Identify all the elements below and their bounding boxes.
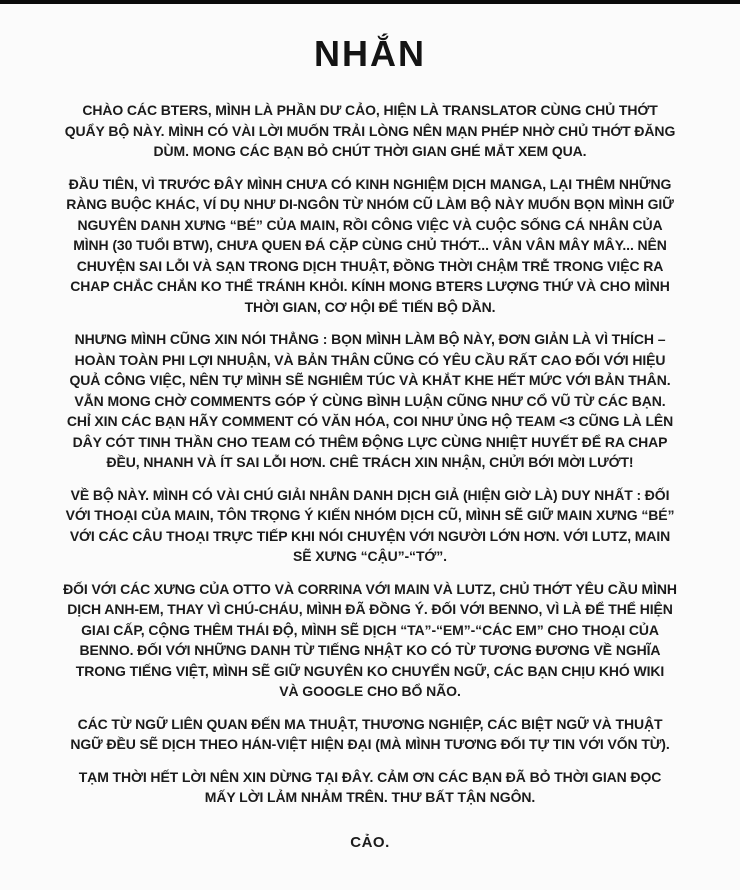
text-line: VỚI THOẠI CỦA MAIN, TÔN TRỌNG Ý KIẾN NHÓM DỊCH CŨ, MÌNH SẼ GIỮ MAIN XƯNG “BÉ” (65, 507, 675, 524)
text-line: ĐỀU, NHANH VÀ ÍT SAI LỖI HƠN. CHÊ TRÁCH XIN NHẬN, CHỬI BỚI MỜI LƯỚT! (106, 454, 634, 471)
text-line: DÂY CÓT TINH THẦN CHO TEAM CÓ THÊM ĐỘNG LỰC CÙNG NHIỆT HUYẾT ĐỂ RA CHAP (72, 433, 668, 450)
text-line: VỚI CÁC CÂU THOẠI TRỰC TIẾP KHI NÓI CHUYỆN VỚI NGƯỜI LỚN HƠN. VỚI LUTZ, MAIN (69, 527, 671, 544)
text-line: BENNO. ĐỐI VỚI NHỮNG DANH TỪ TIẾNG NHẬT KO CÓ TỪ TƯƠNG ĐƯƠNG VỀ NGHĨA (79, 642, 661, 659)
page-title: NHẮN (314, 33, 426, 74)
text-line: CHUYỆN SAI LỖI VÀ SẠN TRONG DỊCH THUẬT, ĐỒNG THỜI CHẬM TRỄ TRONG VIỆC RA (76, 257, 664, 274)
text-line: GIAI CẤP, CỘNG THÊM THÁI ĐỘ, MÌNH SẼ DỊCH “TA”-“EM”-“CÁC EM” CHO THOẠI CỦA (81, 621, 659, 638)
text-line: THỜI GIAN, CƠ HỘI ĐỂ TIẾN BỘ DẦN. (244, 298, 496, 315)
text-line: DỊCH ANH-EM, THAY VÌ CHÚ-CHÁU, MÌNH ĐÃ ĐỒNG Ý. ĐỐI VỚI BENNO, VÌ LÀ ĐỂ THỂ HIỆN (67, 601, 673, 618)
text-line: TẠM THỜI HẾT LỜI NÊN XIN DỪNG TẠI ĐÂY. CẢM ƠN CÁC BẠN ĐÃ BỎ THỜI GIAN ĐỌC (78, 768, 662, 785)
paragraph (40, 100, 700, 162)
paragraph (40, 485, 700, 567)
text-line: DÙM. MONG CÁC BẠN BỎ CHÚT THỜI GIAN GHÉ MẮT XEM QUA. (153, 143, 587, 160)
signature: CẢO. (350, 833, 390, 851)
text-line: NHƯNG MÌNH CŨNG XIN NÓI THẲNG : BỌN MÌNH LÀM BỘ NÀY, ĐƠN GIẢN LÀ VÌ THÍCH – (74, 331, 666, 348)
text-line: CHỈ XIN CÁC BẠN HÃY COMMENT CÓ VĂN HÓA, COI NHƯ ỦNG HỘ TEAM <3 CŨNG LÀ LÊN (66, 413, 674, 430)
paragraph (40, 174, 700, 318)
text-line: TRONG TIẾNG VIỆT, MÌNH SẼ GIỮ NGUYÊN KO CHUYỂN NGỮ, CÁC BẠN CHỊU KHÓ WIKI (75, 662, 665, 679)
text-line: NGỮ ĐỀU SẼ DỊCH THEO HÁN-VIỆT HIỆN ĐẠI (MÀ MÌNH TƯƠNG ĐỐI TỰ TIN VỚI VỐN TỪ). (70, 736, 670, 753)
text-line: MẤY LỜI LẢM NHẢM TRÊN. THƯ BẤT TẬN NGÔN. (204, 789, 536, 806)
text-line: QUẨY BỘ NÀY. MÌNH CÓ VÀI LỜI MUỐN TRẢI LÒNG NÊN MẠN PHÉP NHỜ CHỦ THỚT ĐĂNG (64, 122, 676, 139)
text-line: SẼ XƯNG “CẬU”-“TỚ”. (293, 548, 447, 565)
paragraph (40, 767, 700, 808)
text-line: CHÀO CÁC BTERS, MÌNH LÀ PHẦN DƯ CẢO, HIỆN LÀ TRANSLATOR CÙNG CHỦ THỚT (82, 102, 658, 119)
text-line: QUẢ CÔNG VIỆC, NÊN TỰ MÌNH SẼ NGHIÊM TÚC VÀ KHẮT KHE HẾT MỨC VỚI BẢN THÂN. (69, 372, 671, 389)
text-line: ĐẦU TIÊN, VÌ TRƯỚC ĐÂY MÌNH CHƯA CÓ KINH NGHIỆM DỊCH MANGA, LẠI THÊM NHỮNG (68, 175, 672, 192)
text-line: HOÀN TOÀN PHI LỢI NHUẬN, VÀ BẢN THÂN CŨNG CÓ YÊU CẦU RẤT CAO ĐỐI VỚI HIỆU (74, 351, 666, 368)
paragraph (40, 329, 700, 473)
text-line: CHAP CHẮC CHẮN KO THỂ TRÁNH KHỎI. KÍNH MONG BTERS LƯỢNG THỨ VÀ CHO MÌNH (70, 278, 670, 295)
text-line: NGUYÊN DANH XƯNG “BÉ” CỦA MAIN, RỒI CÔNG VIỆC VÀ CUỘC SỐNG CÁ NHÂN CỦA (77, 216, 663, 233)
text-line: VÀ GOOGLE CHO BỔ NÃO. (279, 683, 461, 700)
paragraph (40, 579, 700, 702)
note-body (0, 100, 740, 808)
text-line: VẪN MONG CHỜ COMMENTS GÓP Ý CÙNG BÌNH LUẬN CŨNG NHƯ CỔ VŨ TỪ CÁC BẠN. (74, 392, 666, 409)
paragraph (40, 714, 700, 755)
top-border (0, 0, 740, 4)
text-line: RÀNG BUỘC KHÁC, VÍ DỤ NHƯ DI-NGÔN TỪ NHÓM CŨ LÀM BỘ NÀY MUỐN BỌN MÌNH GIỮ (66, 196, 674, 213)
text-line: MÌNH (30 TUỔI BTW), CHƯA QUEN ĐÁ CẶP CÙNG CHỦ THỚT... VÂN VÂN MÂY MÂY... NÊN (73, 237, 667, 254)
text-line: CÁC TỪ NGỮ LIÊN QUAN ĐẾN MA THUẬT, THƯƠNG NGHIỆP, CÁC BIỆT NGỮ VÀ THUẬT (77, 715, 663, 732)
text-line: ĐỐI VỚI CÁC XƯNG CỦA OTTO VÀ CORRINA VỚI MAIN VÀ LUTZ, CHỦ THỚT YÊU CẦU MÌNH (63, 580, 677, 597)
text-line: VỀ BỘ NÀY. MÌNH CÓ VÀI CHÚ GIẢI NHÂN DANH DỊCH GIẢ (HIỆN GIỜ LÀ) DUY NHẤT : ĐỐI (70, 486, 670, 503)
